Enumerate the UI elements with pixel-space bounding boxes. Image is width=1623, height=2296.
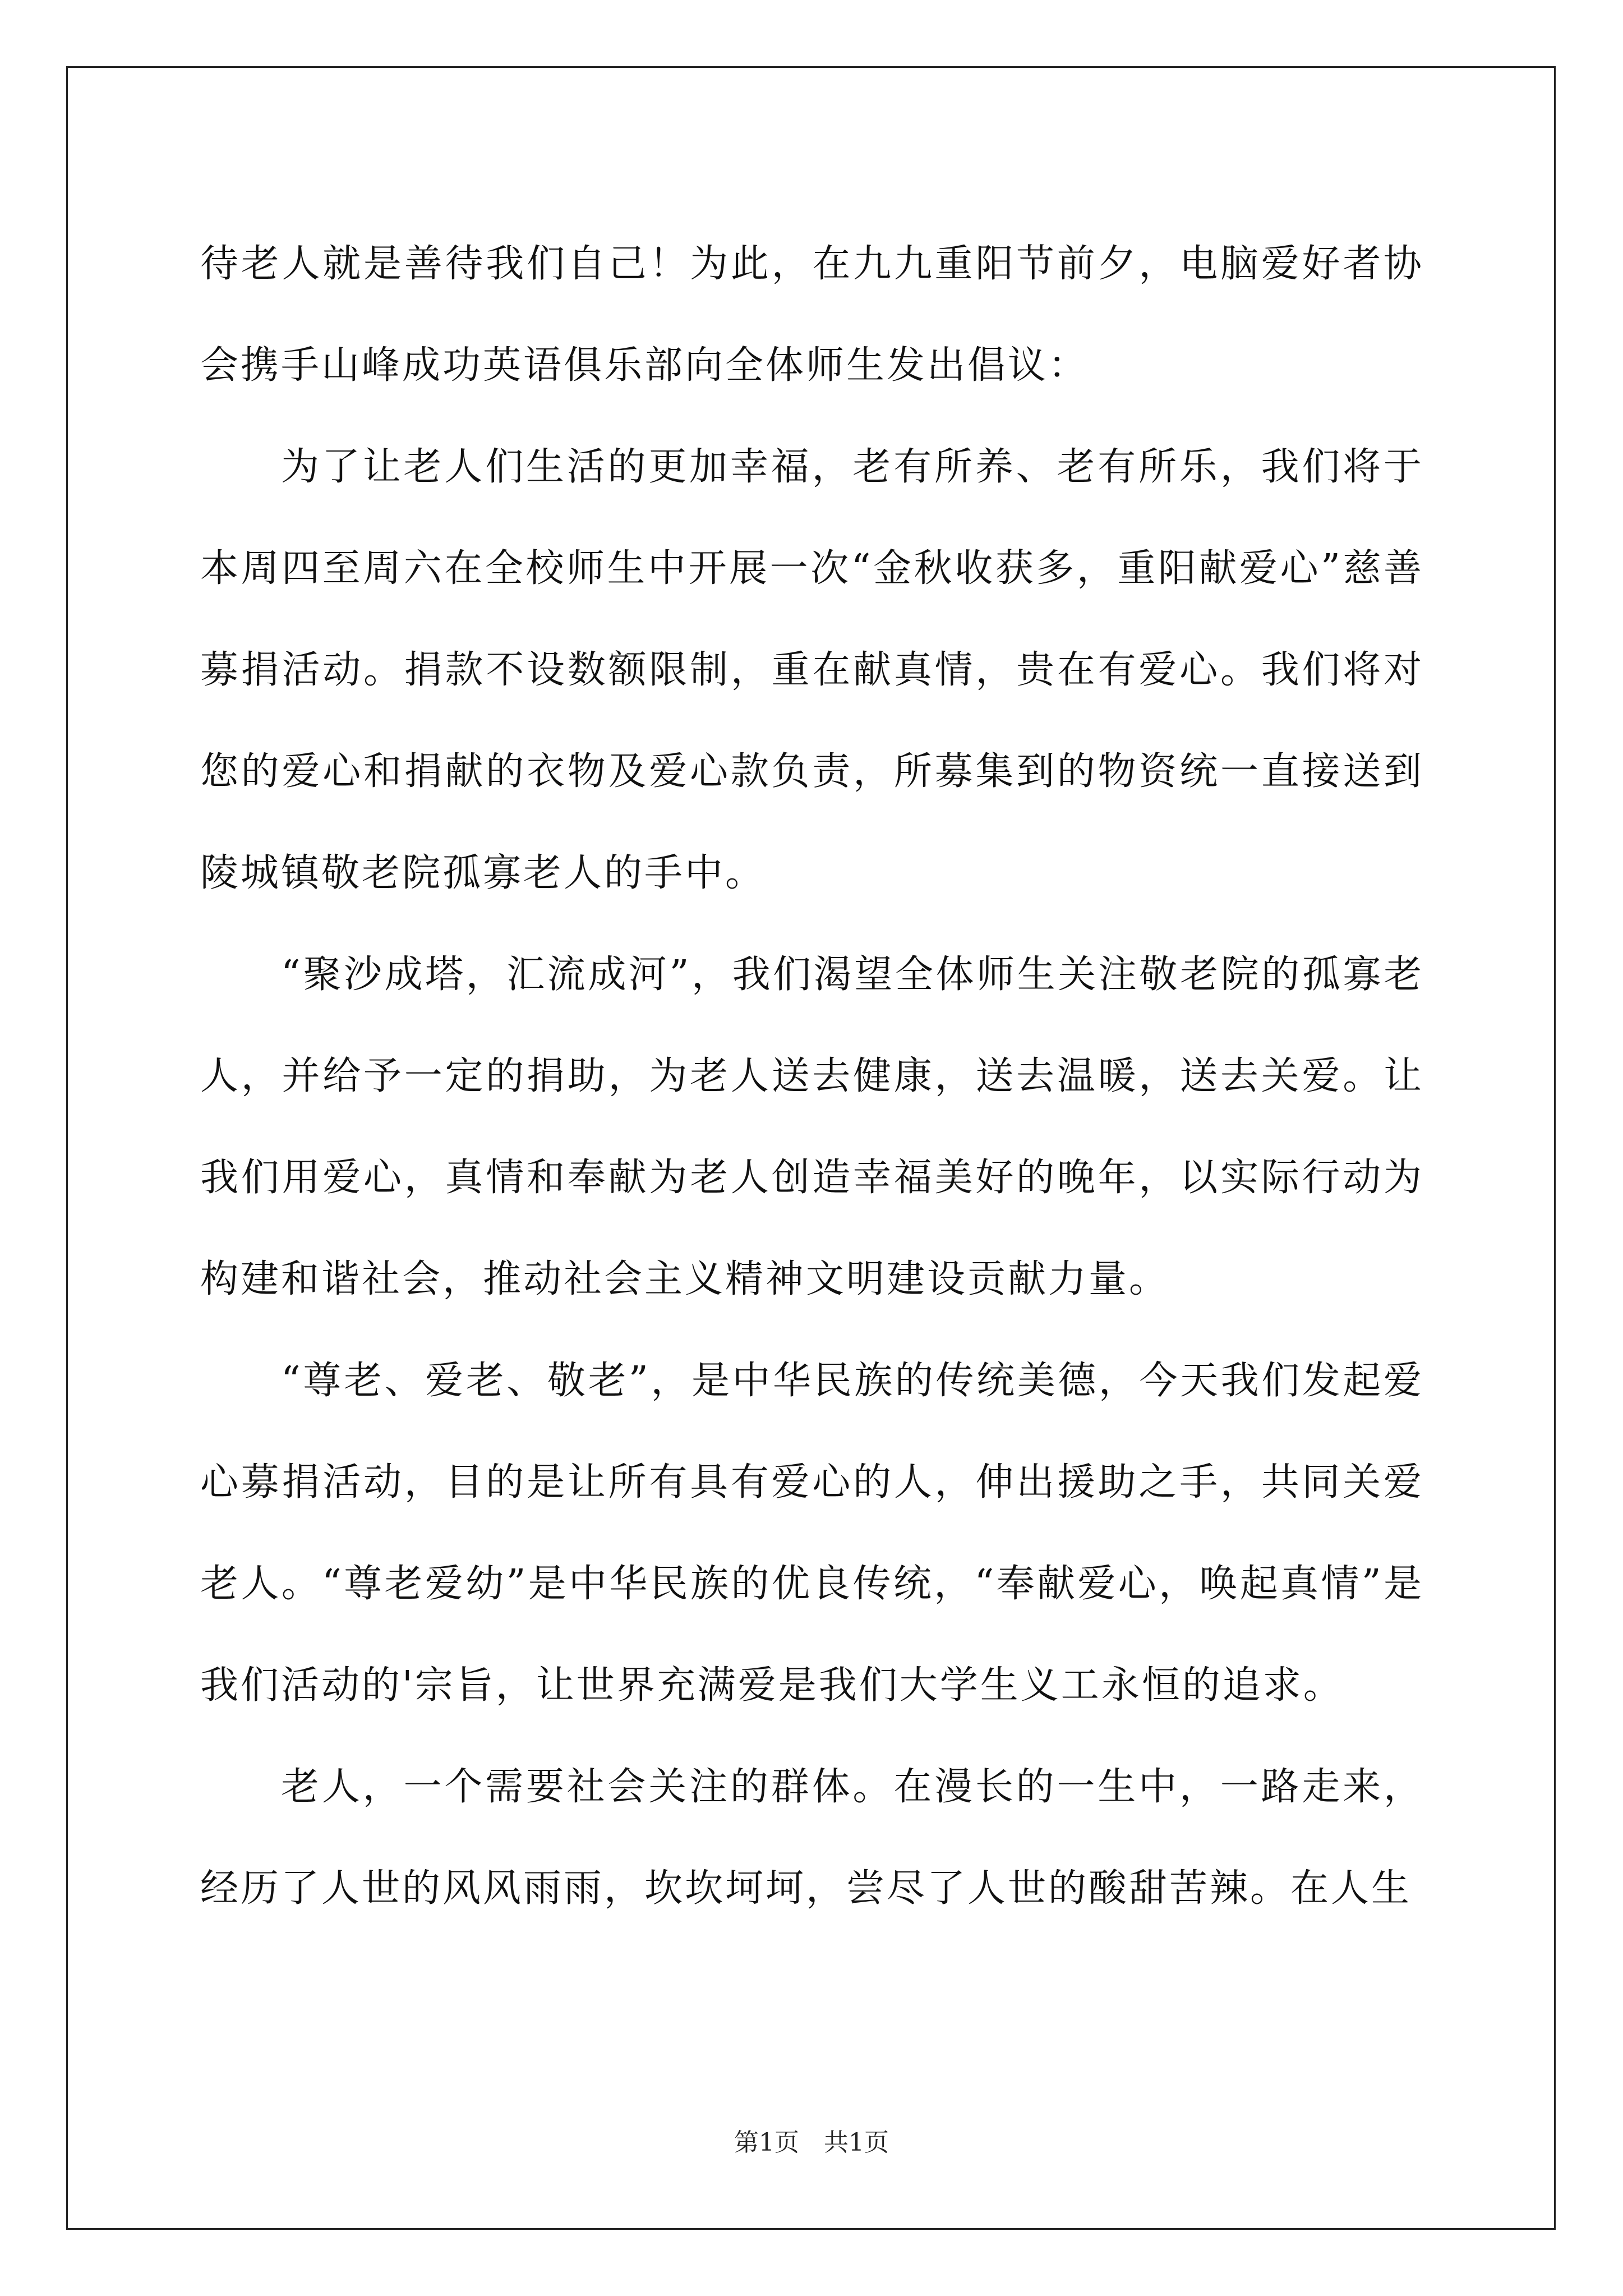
paragraph-5: 老人，一个需要社会关注的群体。在漫长的一生中，一路走来，经历了人世的风风雨雨，坎坎坷坷，尝尽了人世的酸甜苦辣。在人生 xyxy=(200,1765,1424,1911)
page-number: 第1页 xyxy=(734,2128,799,2157)
page-total: 共1页 xyxy=(824,2128,889,2157)
paragraph-1: 待老人就是善待我们自己！为此，在九九重阳节前夕，电脑爱好者协会携手山峰成功英语俱乐部向全体师生发出倡议： xyxy=(200,242,1424,388)
page-footer xyxy=(0,2126,1623,2160)
document-body xyxy=(200,213,1424,1939)
paragraph-3: “聚沙成塔，汇流成河”，我们渴望全体师生关注敬老院的孤寡老人，并给予一定的捐助，为老人送去健康，送去温暖，送去关爱。让我们用爱心，真情和奉献为老人创造幸福美好的晚年，以实际行动为构建和谐社会，推动社会主义精神文明建设贡献力量。 xyxy=(200,953,1424,1301)
paragraph-4: “尊老、爱老、敬老”，是中华民族的传统美德，今天我们发起爱心募捐活动，目的是让所有具有爱心的人，伸出援助之手，共同关爱老人。“尊老爱幼”是中华民族的优良传统，“奉献爱心，唤起真情”是我们活动的'宗旨，让世界充满爱是我们大学生义工永恒的追求。 xyxy=(200,1359,1424,1708)
paragraph-2: 为了让老人们生活的更加幸福，老有所养、老有所乐，我们将于本周四至周六在全校师生中开展一次“金秋收获多，重阳献爱心”慈善募捐活动。捐款不设数额限制，重在献真情，贵在有爱心。我们将对您的爱心和捐献的衣物及爱心款负责，所募集到的物资统一直接送到陵城镇敬老院孤寡老人的手中。 xyxy=(200,445,1424,895)
